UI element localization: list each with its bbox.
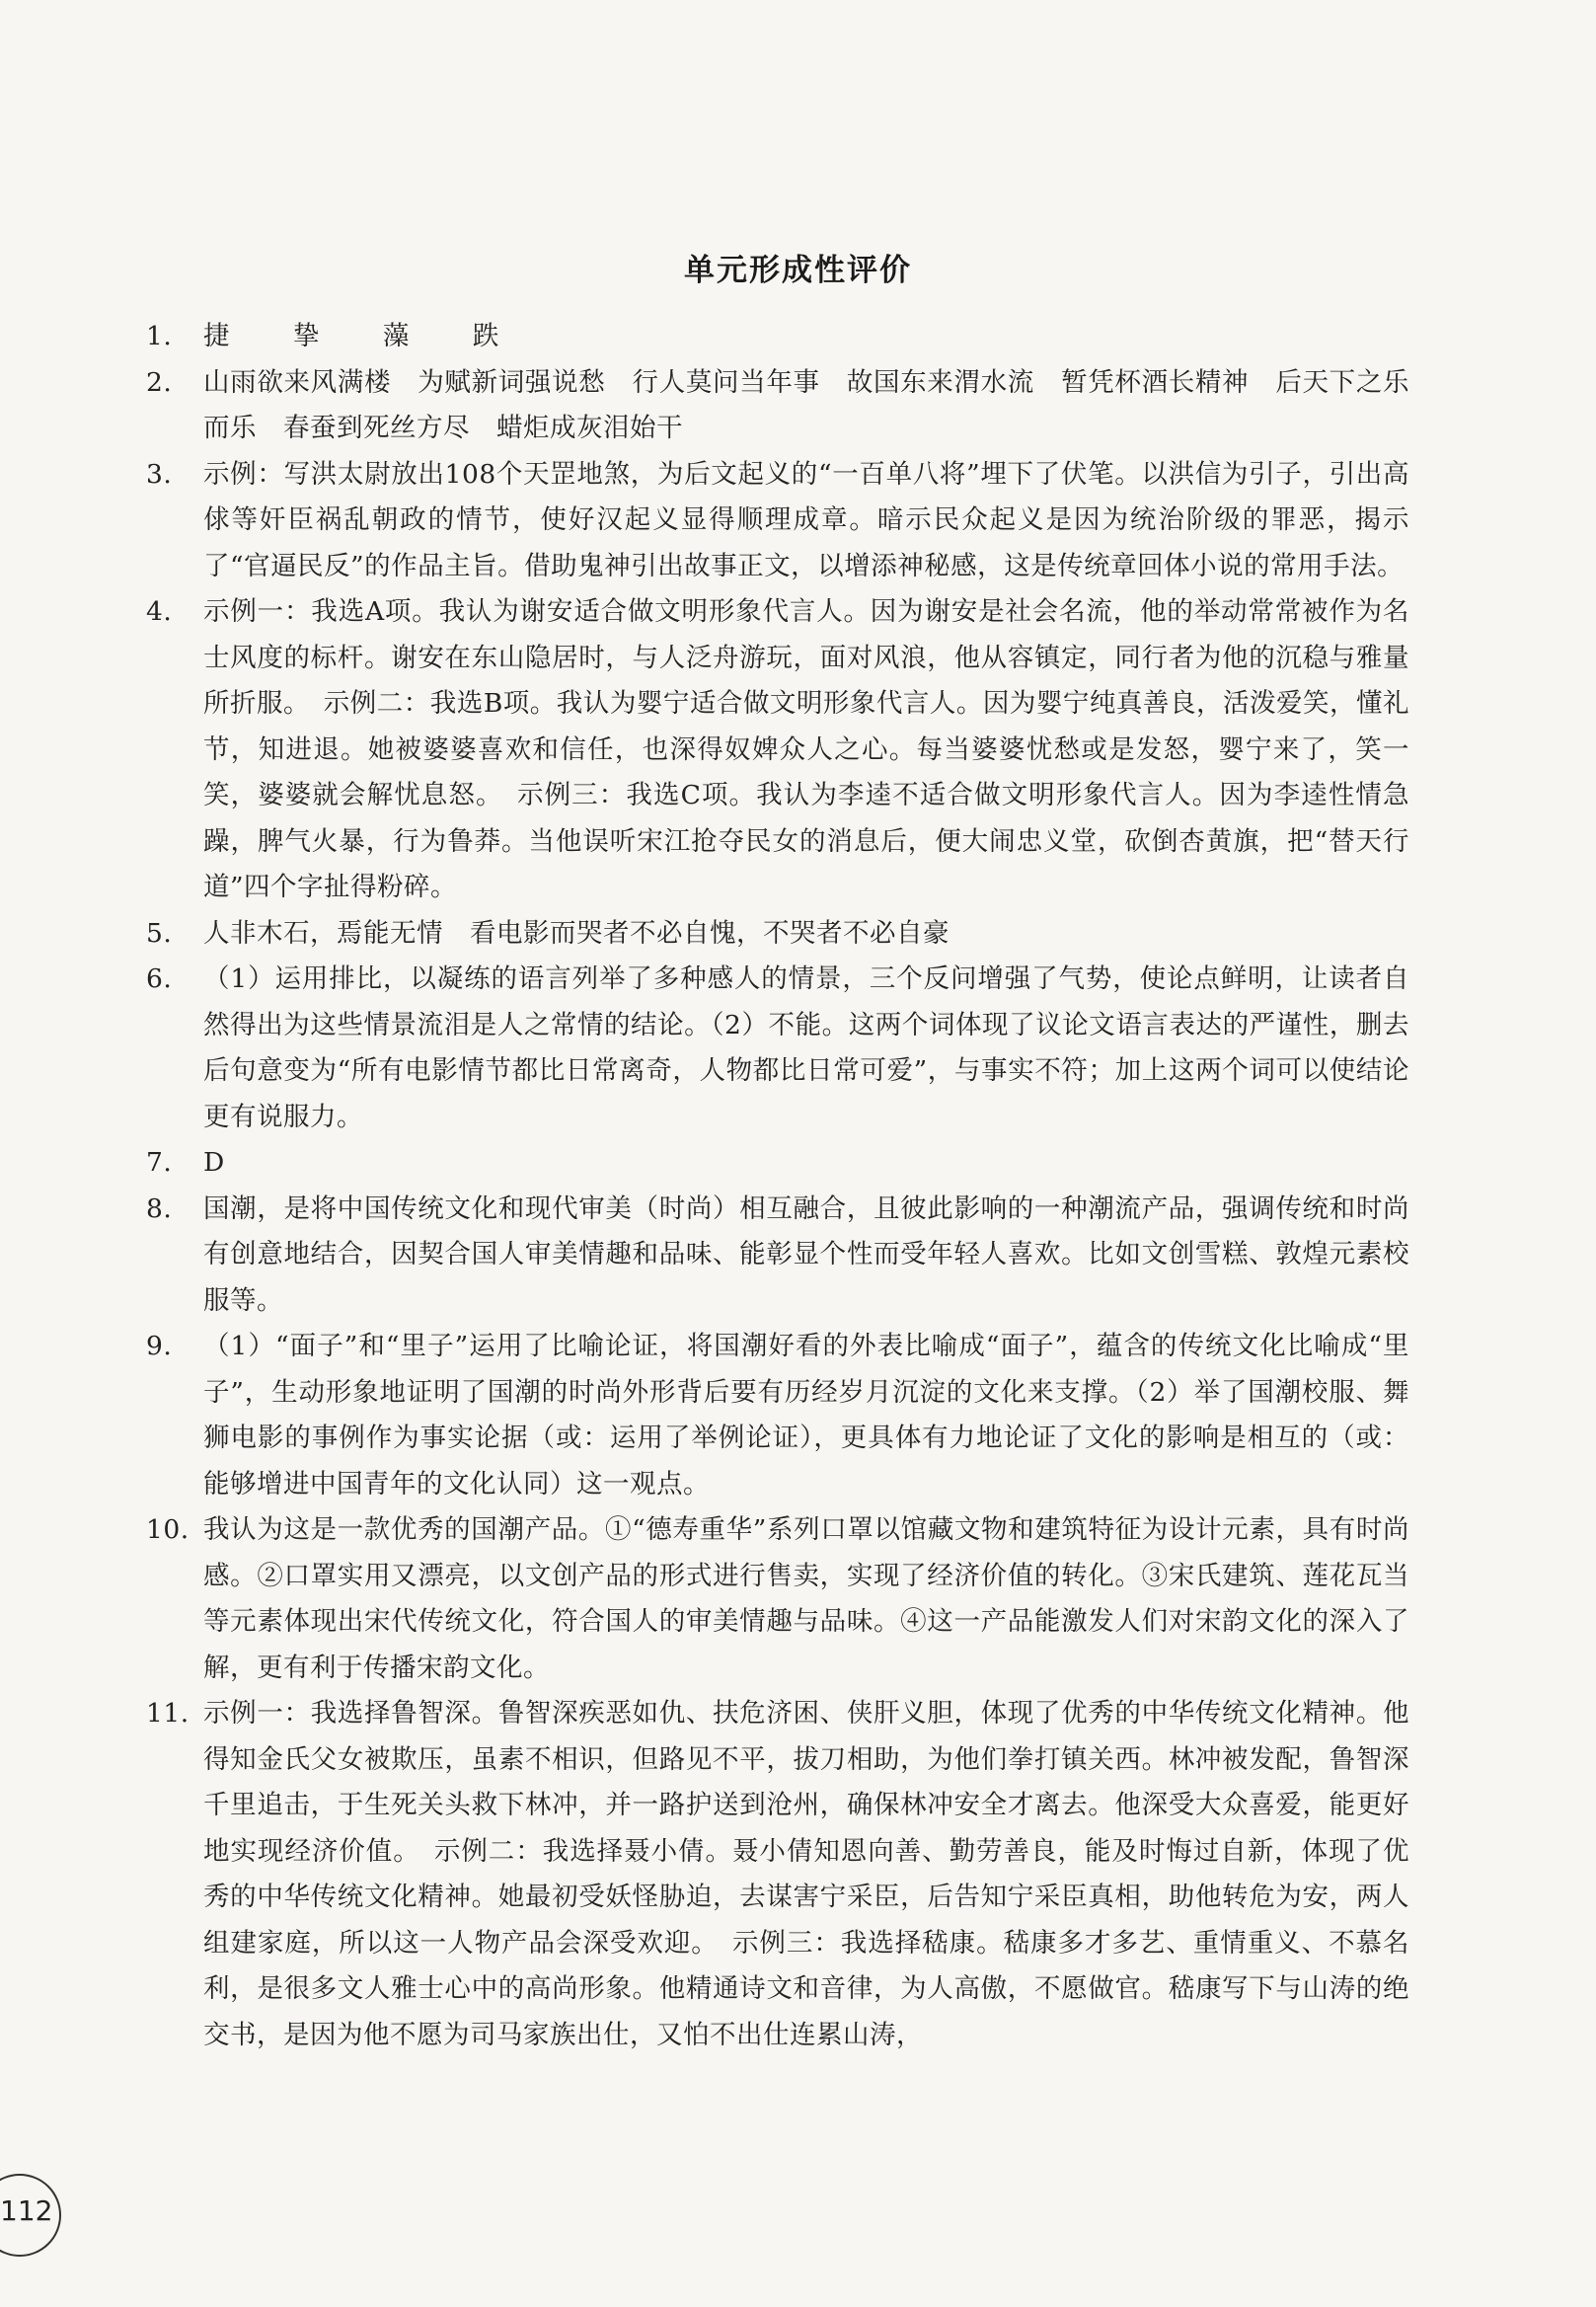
answer-text: 我认为这是一款优秀的国潮产品。①“德寿重华”系列口罩以馆藏文物和建筑特征为设计元素，具有时尚感。②口罩实用又漂亮，以文创产品的形式进行售卖，实现了经济价值的转化。③宋氏建筑、莲花瓦当等元素体现出宋代传统文化，符合国人的审美情趣与品味。④这一产品能激发人们对宋韵文化的深入了解，更有利于传播宋韵文化。 [203,1514,1409,1683]
answer-item [146,1691,1409,2058]
answer-number: 6. [146,963,173,994]
answer-item [146,957,1409,1140]
answer-item [146,1140,1409,1187]
page-number: 112 [0,2194,53,2227]
answer-item [146,452,1409,590]
answer-item [146,360,1409,452]
answer-item [146,1187,1409,1325]
answer-number: 11. [146,1698,190,1729]
answer-item [146,911,1409,958]
answer-number: 5. [146,917,173,949]
answer-item [146,1324,1409,1507]
answer-text: 示例一：我选择鲁智深。鲁智深疾恶如仇、扶危济困、侠肝义胆，体现了优秀的中华传统文化精神。他得知金氏父女被欺压，虽素不相识，但路见不平，拔刀相助，为他们拳打镇关西。林冲被发配，鲁智深千里追击，于生死关头救下林冲，并一路护送到沧州，确保林冲安全才离去。他深受大众喜爱，能更好地实现经济价值。 示例二：我选择聂小倩。聂小倩知恩向善、勤劳善良，能及时悔过自新，体现了优秀的中华传统文化精神。她最初受妖怪胁迫，去谋害宁采臣，后告知宁采臣真相，助他转危为安，两人组建家庭，所以这一人物产品会深受欢迎。 示例三：我选择嵇康。嵇康多才多艺、重情重义、不慕名利，是很多文人雅士心中的高尚形象。他精通诗文和音律，为人高傲，不愿做官。嵇康写下与山涛的绝交书，是因为他不愿为司马家族出仕，又怕不出仕连累山涛， [203,1698,1409,2050]
answer-number: 3. [146,458,173,490]
page-title: 单元形成性评价 [684,253,912,288]
answer-list [146,314,1409,2058]
answer-number: 4. [146,596,173,627]
answer-text: 国潮，是将中国传统文化和现代审美（时尚）相互融合，且彼此影响的一种潮流产品，强调传统和时尚有创意地结合，因契合国人审美情趣和品味、能彰显个性而受年轻人喜欢。比如文创雪糕、敦煌元素校服等。 [203,1192,1409,1316]
answer-text: 示例：写洪太尉放出108个天罡地煞，为后文起义的“一百单八将”埋下了伏笔。以洪信为引子，引出高俅等奸臣祸乱朝政的情节，使好汉起义显得顺理成章。暗示民众起义是因为统治阶级的罪恶，揭示了“官逼民反”的作品主旨。借助鬼神引出故事正文，以增添神秘感，这是传统章回体小说的常用手法。 [203,458,1409,581]
answer-number: 7. [146,1147,173,1178]
answer-text: 示例一：我选A项。我认为谢安适合做文明形象代言人。因为谢安是社会名流，他的举动常常被作为名士风度的标杆。谢安在东山隐居时，与人泛舟游玩，面对风浪，他从容镇定，同行者为他的沉稳与雅量所折服。 示例二：我选B项。我认为婴宁适合做文明形象代言人。因为婴宁纯真善良，活泼爱笑，懂礼节，知进退。她被婆婆喜欢和信任，也深得奴婢众人之心。每当婆婆忧愁或是发怒，婴宁来了，笑一笑，婆婆就会解忧息怒。 示例三：我选C项。我认为李逵不适合做文明形象代言人。因为李逵性情急躁，脾气火暴，行为鲁莽。当他误听宋江抢夺民女的消息后，便大闹忠义堂，砍倒杏黄旗，把“替天行道”四个字扯得粉碎。 [203,596,1409,902]
answer-number: 1. [146,321,173,351]
answer-text: D [203,1147,225,1178]
answer-text: 山雨欲来风满楼 为赋新词强说愁 行人莫问当年事 故国东来渭水流 暂凭杯酒长精神 后天下之乐而乐 春蚕到死丝方尽 蜡炬成灰泪始干 [203,366,1409,443]
answer-text: 人非木石，焉能无情 看电影而哭者不必自愧，不哭者不必自豪 [203,917,950,949]
answer-number: 10. [146,1514,190,1545]
answer-item [146,589,1409,911]
answer-number: 2. [146,366,173,398]
answer-number: 8. [146,1192,173,1224]
answer-number: 9. [146,1331,173,1361]
answer-item [146,1507,1409,1691]
answer-text: （1）运用排比，以凝练的语言列举了多种感人的情景，三个反问增强了气势，使论点鲜明，让读者自然得出为这些情景流泪是人之常情的结论。（2）不能。这两个词体现了议论文语言表达的严谨性，删去后句意变为“所有电影情节都比日常离奇，人物都比日常可爱”，与事实不符；加上这两个词可以使结论更有说服力。 [203,963,1409,1132]
answer-text: 捷 挚 藻 跌 [203,321,527,351]
answer-text: （1）“面子”和“里子”运用了比喻论证，将国潮好看的外表比喻成“面子”，蕴含的传统文化比喻成“里子”，生动形象地证明了国潮的时尚外形背后要有历经岁月沉淀的文化来支撑。（2）举了国潮校服、舞狮电影的事例作为事实论据（或：运用了举例论证），更具体有力地论证了文化的影响是相互的（或：能够增进中国青年的文化认同）这一观点。 [203,1331,1409,1500]
answer-item [146,314,1409,360]
